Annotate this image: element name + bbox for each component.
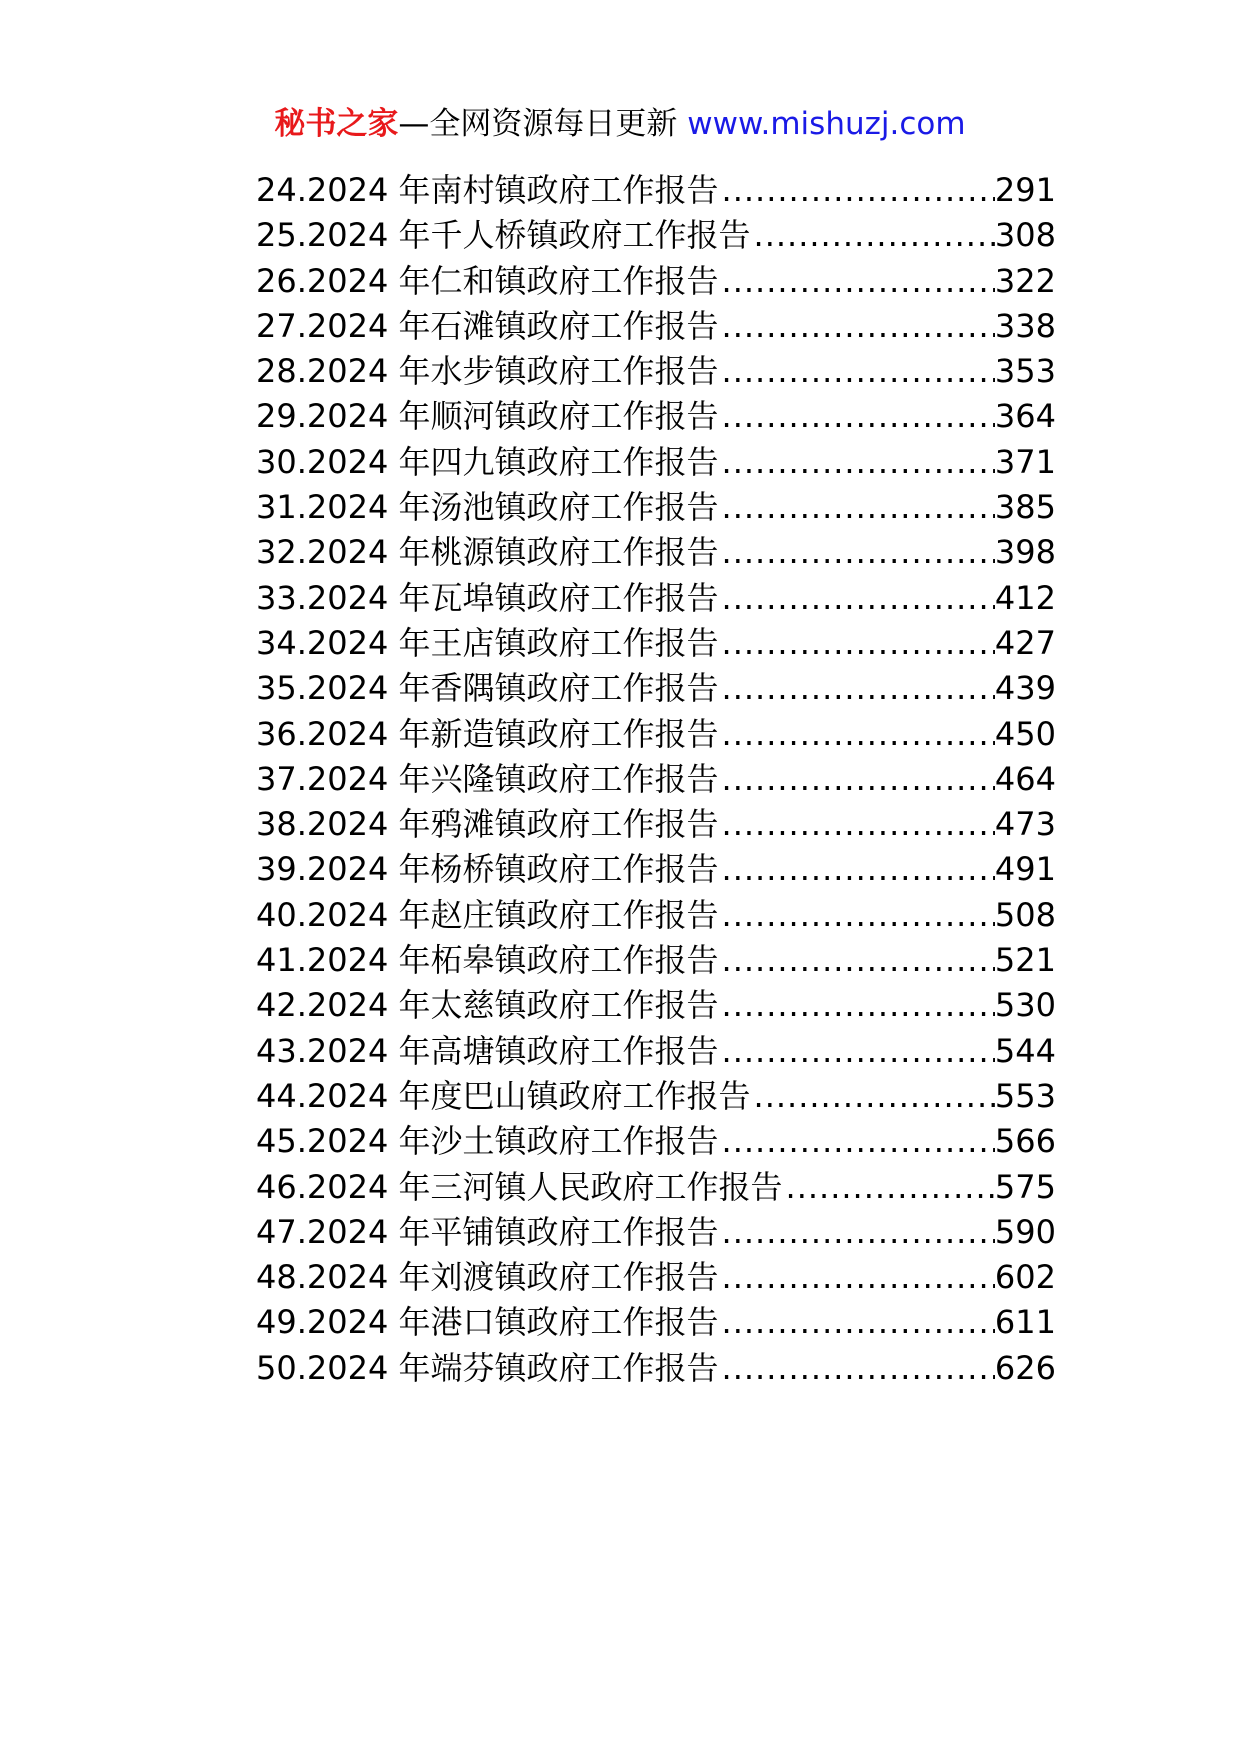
toc-dot-leader	[719, 1119, 995, 1164]
toc-entry[interactable]	[256, 621, 1056, 666]
website-link[interactable]: www.mishuzj.com	[687, 106, 966, 142]
toc-dot-leader	[719, 757, 995, 802]
toc-entry-title: 42.2024 年太慈镇政府工作报告	[256, 986, 719, 1025]
toc-entry-page: 412	[994, 578, 1056, 617]
toc-dot-leader	[719, 394, 995, 439]
toc-entry-title: 48.2024 年刘渡镇政府工作报告	[256, 1258, 719, 1297]
toc-dot-leader	[719, 1255, 995, 1300]
toc-entry-title: 37.2024 年兴隆镇政府工作报告	[256, 759, 719, 798]
toc-dot-leader	[719, 1210, 995, 1255]
toc-entry-title: 30.2024 年四九镇政府工作报告	[256, 442, 719, 481]
toc-dot-leader	[751, 1074, 995, 1119]
toc-dot-leader	[719, 485, 995, 530]
toc-entry-title: 36.2024 年新造镇政府工作报告	[256, 714, 719, 753]
toc-entry[interactable]	[256, 440, 1056, 485]
toc-entry[interactable]	[256, 1300, 1056, 1345]
toc-entry-page: 611	[994, 1303, 1056, 1342]
toc-entry-title: 24.2024 年南村镇政府工作报告	[256, 171, 719, 209]
toc-entry-page: 553	[994, 1076, 1056, 1115]
toc-entry[interactable]	[256, 757, 1056, 802]
toc-entry-page: 439	[994, 669, 1056, 708]
toc-entry-page: 385	[994, 488, 1056, 527]
toc-entry[interactable]	[256, 712, 1056, 757]
toc-dot-leader	[719, 304, 995, 349]
toc-entry[interactable]	[256, 938, 1056, 983]
toc-entry[interactable]	[256, 1029, 1056, 1074]
header-slogan: —全网资源每日更新	[398, 106, 678, 142]
toc-entry-page: 575	[994, 1167, 1056, 1206]
toc-entry-page: 530	[994, 986, 1056, 1025]
toc-entry-page: 322	[994, 261, 1056, 300]
toc-entry[interactable]	[256, 394, 1056, 439]
toc-entry-title: 34.2024 年王店镇政府工作报告	[256, 623, 719, 662]
toc-entry-page: 450	[994, 714, 1056, 753]
toc-entry[interactable]	[256, 485, 1056, 530]
toc-entry[interactable]	[256, 259, 1056, 304]
toc-entry-page: 464	[994, 759, 1056, 798]
toc-entry-page: 291	[994, 171, 1056, 209]
toc-entry-title: 39.2024 年杨桥镇政府工作报告	[256, 850, 719, 889]
toc-dot-leader	[719, 847, 995, 892]
toc-dot-leader	[719, 1029, 995, 1074]
toc-entry-page: 371	[994, 442, 1056, 481]
toc-dot-leader	[719, 983, 995, 1028]
table-of-contents	[256, 168, 1056, 1391]
toc-dot-leader	[719, 1300, 995, 1345]
toc-entry-title: 27.2024 年石滩镇政府工作报告	[256, 306, 719, 345]
toc-entry[interactable]	[256, 983, 1056, 1028]
toc-dot-leader	[719, 1346, 995, 1391]
toc-entry-page: 427	[994, 623, 1056, 662]
toc-entry-title: 35.2024 年香隅镇政府工作报告	[256, 669, 719, 708]
toc-entry-title: 49.2024 年港口镇政府工作报告	[256, 1303, 719, 1342]
toc-entry-title: 40.2024 年赵庄镇政府工作报告	[256, 895, 719, 934]
toc-dot-leader	[719, 259, 995, 304]
toc-entry-title: 28.2024 年水步镇政府工作报告	[256, 352, 719, 391]
toc-entry-page: 626	[994, 1348, 1056, 1387]
toc-entry-title: 46.2024 年三河镇人民政府工作报告	[256, 1167, 783, 1206]
toc-dot-leader	[719, 168, 995, 213]
toc-dot-leader	[719, 349, 995, 394]
toc-dot-leader	[719, 802, 995, 847]
toc-entry-title: 29.2024 年顺河镇政府工作报告	[256, 397, 719, 436]
toc-entry-title: 33.2024 年瓦埠镇政府工作报告	[256, 578, 719, 617]
toc-dot-leader	[719, 712, 995, 757]
toc-entry-page: 353	[994, 352, 1056, 391]
toc-entry-page: 590	[994, 1212, 1056, 1251]
toc-entry-title: 47.2024 年平铺镇政府工作报告	[256, 1212, 719, 1251]
toc-entry-page: 364	[994, 397, 1056, 436]
toc-dot-leader	[719, 621, 995, 666]
toc-entry-page: 566	[994, 1122, 1056, 1161]
toc-entry-page: 338	[994, 306, 1056, 345]
toc-entry-title: 45.2024 年沙土镇政府工作报告	[256, 1122, 719, 1161]
toc-entry[interactable]	[256, 349, 1056, 394]
toc-entry[interactable]	[256, 1074, 1056, 1119]
toc-dot-leader	[719, 893, 995, 938]
toc-entry-title: 43.2024 年高塘镇政府工作报告	[256, 1031, 719, 1070]
toc-entry[interactable]	[256, 168, 1056, 213]
toc-entry[interactable]	[256, 1119, 1056, 1164]
toc-entry[interactable]	[256, 304, 1056, 349]
toc-entry[interactable]	[256, 1255, 1056, 1300]
toc-dot-leader	[719, 440, 995, 485]
toc-entry-page: 491	[994, 850, 1056, 889]
page-header	[0, 100, 1240, 148]
toc-entry-page: 508	[994, 895, 1056, 934]
brand-name: 秘书之家	[274, 106, 399, 142]
toc-dot-leader	[719, 938, 995, 983]
toc-entry-title: 25.2024 年千人桥镇政府工作报告	[256, 216, 751, 255]
toc-dot-leader	[783, 1165, 995, 1210]
toc-entry-title: 50.2024 年端芬镇政府工作报告	[256, 1348, 719, 1387]
toc-entry-title: 44.2024 年度巴山镇政府工作报告	[256, 1076, 751, 1115]
toc-entry-page: 308	[994, 216, 1056, 255]
toc-dot-leader	[751, 213, 995, 258]
toc-entry-page: 521	[994, 941, 1056, 980]
toc-entry-page: 473	[994, 805, 1056, 844]
toc-entry[interactable]	[256, 1165, 1056, 1210]
toc-entry-title: 26.2024 年仁和镇政府工作报告	[256, 261, 719, 300]
toc-entry[interactable]	[256, 666, 1056, 711]
toc-entry[interactable]	[256, 802, 1056, 847]
toc-entry[interactable]	[256, 1346, 1056, 1391]
toc-entry-page: 544	[994, 1031, 1056, 1070]
toc-entry-page: 398	[994, 533, 1056, 572]
toc-entry-title: 32.2024 年桃源镇政府工作报告	[256, 533, 719, 572]
toc-entry[interactable]	[256, 847, 1056, 892]
toc-entry-title: 31.2024 年汤池镇政府工作报告	[256, 488, 719, 527]
toc-dot-leader	[719, 576, 995, 621]
toc-dot-leader	[719, 666, 995, 711]
toc-entry[interactable]	[256, 213, 1056, 258]
toc-entry[interactable]	[256, 1210, 1056, 1255]
toc-entry-page: 602	[994, 1258, 1056, 1297]
toc-entry[interactable]	[256, 530, 1056, 575]
toc-entry-title: 38.2024 年鸦滩镇政府工作报告	[256, 805, 719, 844]
toc-dot-leader	[719, 530, 995, 575]
toc-entry-title: 41.2024 年柘皋镇政府工作报告	[256, 941, 719, 980]
toc-entry[interactable]	[256, 576, 1056, 621]
toc-entry[interactable]	[256, 893, 1056, 938]
